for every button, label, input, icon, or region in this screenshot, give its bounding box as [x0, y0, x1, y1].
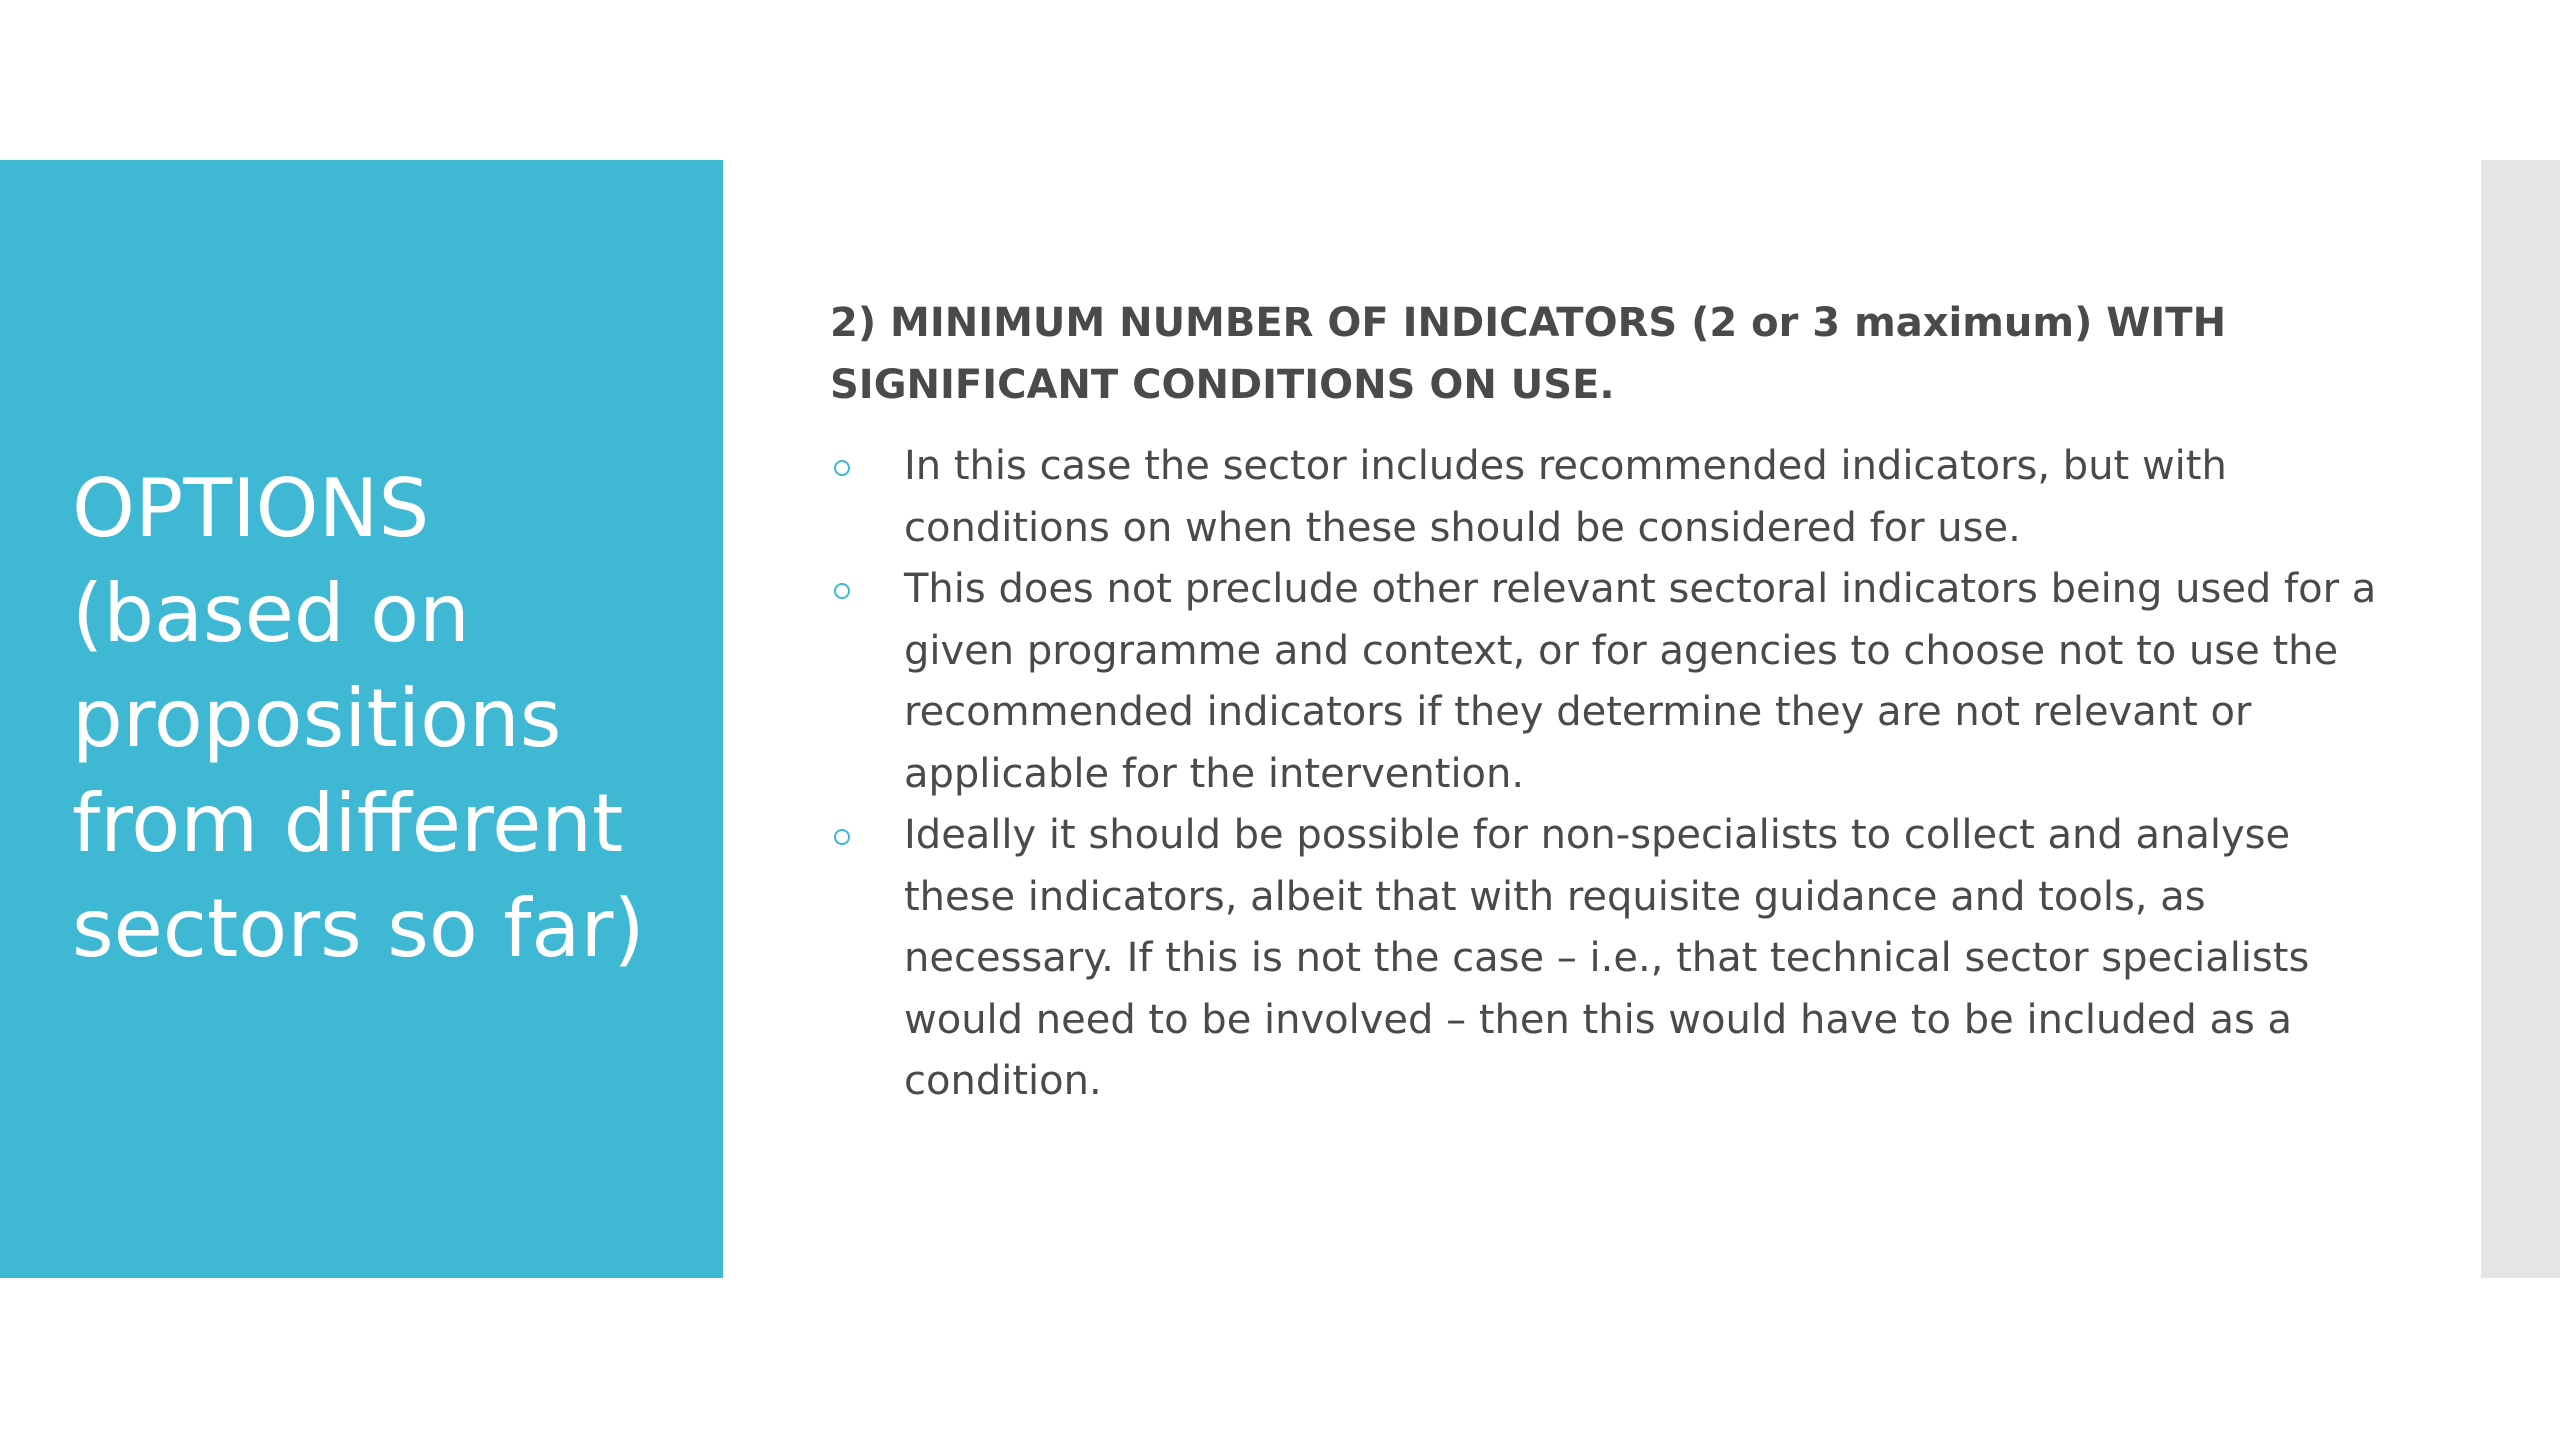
section-heading: 2) MINIMUM NUMBER OF INDICATORS (2 or 3 maximum) WITH SIGNIFICANT CONDITIONS ON USE. — [830, 300, 2227, 408]
hollow-circle-bullet-icon — [834, 460, 850, 476]
content-area — [830, 292, 2390, 1113]
list-item — [830, 805, 2390, 1113]
bullet-list — [830, 436, 2390, 1113]
bullet-text: Ideally it should be possible for non-specialists to collect and analyse these indicators, albeit that with requisite guidance and tools, as necessary. If this is not the case – i.e., that technical sector specialists would need to be involved – then this would have to be included as a condition. — [904, 812, 2310, 1104]
bullet-text: In this case the sector includes recommended indicators, but with conditions on when these should be considered for use. — [904, 443, 2227, 551]
side-strip — [2481, 160, 2560, 1278]
list-item — [830, 436, 2390, 559]
bullet-text: This does not preclude other relevant sectoral indicators being used for a given programme and context, or for agencies to choose not to use the recommended indicators if they determine they are not relevant or applicable for the intervention. — [904, 566, 2377, 797]
hollow-circle-bullet-icon — [834, 829, 850, 845]
list-item — [830, 559, 2390, 805]
hollow-circle-bullet-icon — [834, 583, 850, 599]
slide-title: OPTIONS (based on propositions from different sectors so far) — [72, 462, 645, 975]
